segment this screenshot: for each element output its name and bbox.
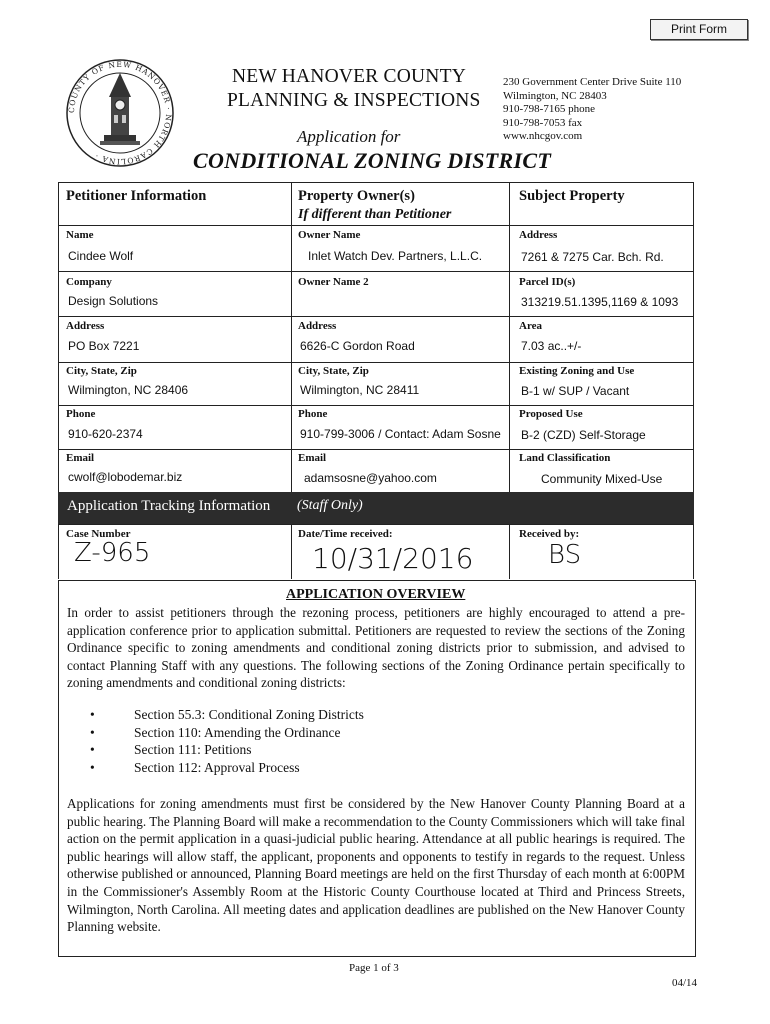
land-classification-label: Land Classification xyxy=(519,452,611,464)
owner-phone-field[interactable]: 910-799-3006 / Contact: Adam Sosne xyxy=(300,427,501,441)
list-item: • Section 111: Petitions xyxy=(90,741,364,759)
staff-only-note: (Staff Only) xyxy=(297,498,363,513)
staff-tracking-header xyxy=(58,492,694,524)
owner-phone-label: Phone xyxy=(298,408,328,420)
case-number-label: Case Number xyxy=(66,528,131,540)
owner-email-field[interactable]: adamsosne@yahoo.com xyxy=(304,471,437,485)
print-form-button[interactable]: Print Form xyxy=(650,19,748,40)
land-classification-field[interactable]: Community Mixed-Use xyxy=(541,472,663,486)
petitioner-phone-field[interactable]: 910-620-2374 xyxy=(68,427,143,441)
petitioner-email-field[interactable]: cwolf@lobodemar.biz xyxy=(68,470,183,484)
list-item: • Section 112: Approval Process xyxy=(90,759,364,777)
ordinance-sections-list xyxy=(90,706,364,776)
owner-city-field[interactable]: Wilmington, NC 28411 xyxy=(300,383,420,397)
petitioner-city-label: City, State, Zip xyxy=(66,365,137,377)
county-name: NEW HANOVER COUNTY xyxy=(232,66,466,87)
overview-title: APPLICATION OVERVIEW xyxy=(286,587,466,602)
property-address-field[interactable]: 7261 & 7275 Car. Bch. Rd. xyxy=(521,250,664,264)
owner-subheader: If different than Petitioner xyxy=(298,207,452,222)
petitioner-name-field[interactable]: Cindee Wolf xyxy=(68,249,134,263)
petitioner-city-field[interactable]: Wilmington, NC 28406 xyxy=(68,383,189,397)
existing-zoning-label: Existing Zoning and Use xyxy=(519,365,635,377)
page-number: Page 1 of 3 xyxy=(349,962,399,974)
county-seal-logo xyxy=(64,57,176,169)
department-name: PLANNING & INSPECTIONS xyxy=(227,90,481,111)
case-number-value[interactable]: Z-965 xyxy=(74,538,151,568)
application-for-label: Application for xyxy=(297,127,401,146)
list-item: • Section 110: Amending the Ordinance xyxy=(90,724,364,742)
subject-property-header: Subject Property xyxy=(519,188,625,204)
date-received-label: Date/Time received: xyxy=(298,528,393,540)
area-label: Area xyxy=(519,320,543,332)
property-address-label: Address xyxy=(519,229,558,241)
overview-hearing-paragraph: Applications for zoning amendments must first be considered by the New Hanover County Planning Board at a public hearing. The Planning Board will make a recommendation to the County Commissioners which will take final action on the permit application in a quasi-judicial public hearing. Attendance at all public hearings is required. The public hearings will allow staff, the applicant, proponents and opponents to testify in regards to the request. Unless otherwise published or announced, Planning Board meetings are held on the first Thursday of each month at 6:00PM in the Commissioner's Assembly Room at the Historic County Courthouse located at Third and Princess Streets, Wilmington, North Carolina. All meeting dates and application deadlines are published on the New Hanover County Planning website. xyxy=(67,796,685,935)
parcel-id-field[interactable]: 313219.51.1395,1169 & 1093 xyxy=(521,295,679,309)
owner-email-label: Email xyxy=(298,452,327,464)
owner-address-label: Address xyxy=(298,320,337,332)
owner-header: Property Owner(s) xyxy=(298,188,415,204)
existing-zoning-field[interactable]: B-1 w/ SUP / Vacant xyxy=(521,384,630,398)
petitioner-phone-label: Phone xyxy=(66,408,96,420)
overview-intro-paragraph: In order to assist petitioners through the rezoning process, petitioners are highly encouraged to attend a pre-application conference prior to application submittal. Petitioners are requested to review the sections of the Zoning Ordinance specific to zoning amendments and conditional zoning districts prior to submission, and advised to contact Planning Staff with any questions. The following sections of the Zoning Ordinance pertain specifically to zoning amendments and conditional zoning districts: xyxy=(67,605,685,691)
company-label: Company xyxy=(66,276,112,288)
owner-name-2-label: Owner Name 2 xyxy=(298,276,369,288)
svg-text:COUNTY OF NEW HANOVER · NORTH: COUNTY OF NEW HANOVER · NORTH CAROLINA · xyxy=(66,59,174,167)
owner-name-field[interactable]: Inlet Watch Dev. Partners, L.L.C. xyxy=(308,249,483,263)
owner-name-label: Owner Name xyxy=(298,229,361,241)
received-by-label: Received by: xyxy=(519,528,580,540)
tracking-heading: Application Tracking Information xyxy=(67,498,271,514)
name-label: Name xyxy=(66,229,94,241)
proposed-use-label: Proposed Use xyxy=(519,408,583,420)
parcel-id-label: Parcel ID(s) xyxy=(519,276,576,288)
petitioner-email-label: Email xyxy=(66,452,95,464)
form-title: CONDITIONAL ZONING DISTRICT xyxy=(193,148,552,173)
owner-address-field[interactable]: 6626-C Gordon Road xyxy=(300,339,415,353)
area-field[interactable]: 7.03 ac..+/- xyxy=(521,339,582,353)
owner-city-label: City, State, Zip xyxy=(298,365,369,377)
company-field[interactable]: Design Solutions xyxy=(68,294,159,308)
list-item: • Section 55.3: Conditional Zoning Districts xyxy=(90,706,364,724)
date-received-value[interactable]: 10/31/2016 xyxy=(312,542,474,575)
petitioner-address-label: Address xyxy=(66,320,105,332)
proposed-use-field[interactable]: B-2 (CZD) Self-Storage xyxy=(521,428,646,442)
revision-date: 04/14 xyxy=(672,977,698,989)
contact-address-block: 230 Government Center Drive Suite 110 Wilmington, NC 28403 910-798-7165 phone 910-798-7053 fax www.nhcgov.com xyxy=(503,76,682,142)
received-by-value[interactable]: BS xyxy=(548,540,582,570)
petitioner-address-field[interactable]: PO Box 7221 xyxy=(68,339,140,353)
petitioner-header: Petitioner Information xyxy=(66,188,207,204)
